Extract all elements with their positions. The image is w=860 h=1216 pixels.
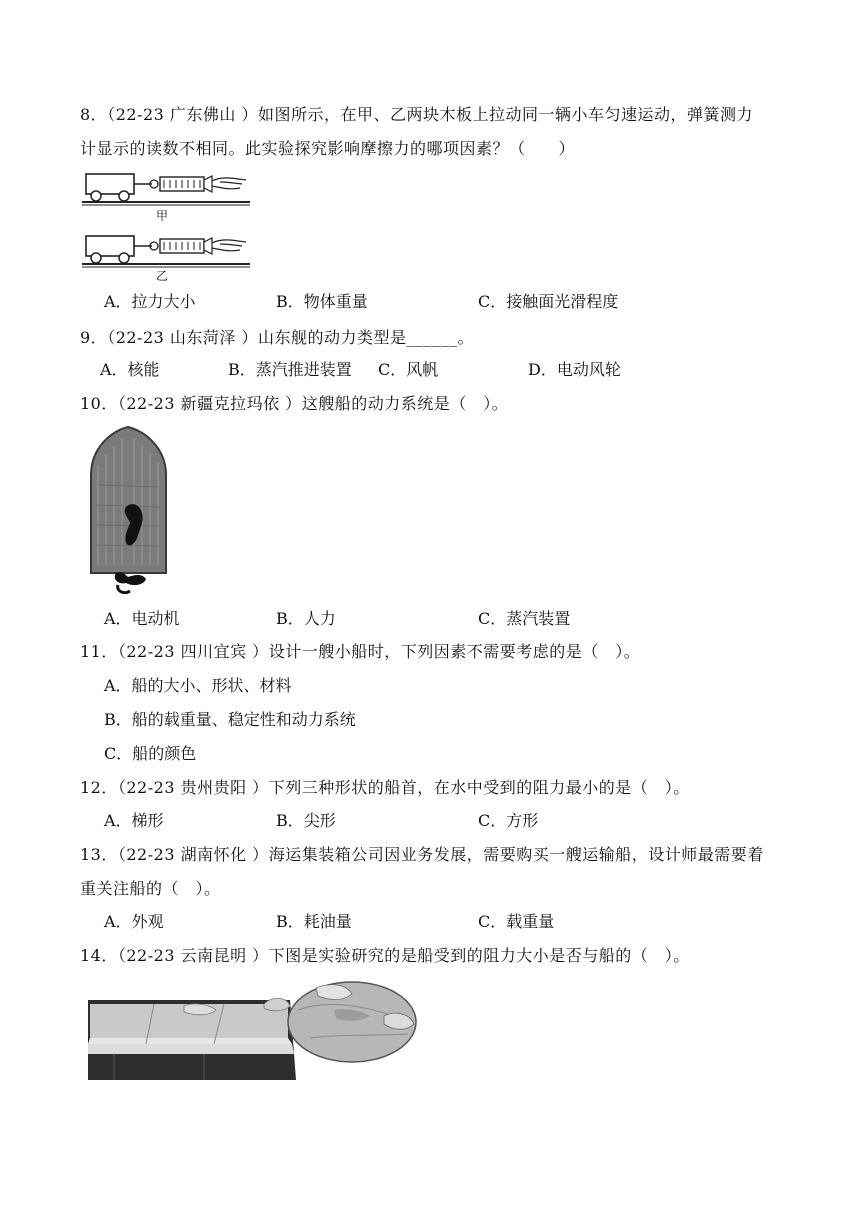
question-number: 8． — [80, 105, 108, 124]
option-a: A．船的大小、形状、材料 — [104, 676, 292, 695]
options-q12 — [104, 804, 804, 838]
question-13 — [80, 838, 790, 906]
option-a: A．梯形 — [104, 811, 164, 830]
option-d: D．电动风轮 — [528, 360, 621, 379]
option-a: A．拉力大小 — [104, 292, 196, 311]
question-text: 山东舰的动力类型是______。 — [258, 328, 475, 347]
options-q8 — [104, 285, 804, 319]
question-12 — [80, 771, 790, 805]
ship-figure — [88, 425, 172, 601]
question-number: 12． — [80, 778, 118, 797]
options-q9 — [100, 353, 800, 387]
question-11 — [80, 635, 790, 669]
question-source: （22-23 贵州贵阳 ） — [117, 778, 269, 797]
question-text: 设计一艘小船时，下列因素不需要考虑的是（ ）。 — [268, 642, 641, 661]
option-a-row — [104, 669, 804, 703]
question-number: 13． — [80, 845, 118, 864]
question-source: （22-23 四川宜宾 ） — [117, 642, 269, 661]
question-text: 下列三种形状的船首，在水中受到的阻力最小的是（ ）。 — [268, 778, 690, 797]
question-text-continued: 计显示的读数不相同。此实验探究影响摩擦力的哪项因素？（ ） — [80, 139, 576, 158]
cart-friction-figure — [80, 168, 255, 286]
option-a: A．外观 — [104, 912, 164, 931]
option-b: B．人力 — [276, 609, 336, 628]
question-9 — [80, 321, 790, 355]
option-b: B．物体重量 — [276, 292, 368, 311]
option-b: B．尖形 — [276, 811, 336, 830]
option-b: B．耗油量 — [276, 912, 352, 931]
question-text: 海运集装箱公司因业务发展，需要购买一艘运输船，设计师最需要着 — [268, 845, 764, 864]
question-text-continued: 重关注船的（ ）。 — [80, 879, 221, 898]
option-c-row — [104, 737, 804, 771]
option-c: C．载重量 — [478, 912, 555, 931]
water-trough-experiment-photo — [84, 980, 420, 1094]
question-text: 这艘船的动力系统是（ ）。 — [301, 394, 509, 413]
option-a: A．电动机 — [104, 609, 180, 628]
option-c: C．船的颜色 — [104, 744, 197, 763]
question-source: （22-23 广东佛山 ） — [107, 105, 258, 124]
question-14 — [80, 939, 790, 973]
question-source: （22-23 湖南怀化 ） — [117, 845, 269, 864]
question-text: 下图是实验研究的是船受到的阻力大小是否与船的（ ）。 — [268, 946, 690, 965]
question-number: 11． — [80, 642, 118, 661]
question-text: 如图所示，在甲、乙两块木板上拉动同一辆小车匀速运动，弹簧测力 — [258, 105, 754, 124]
question-source: （22-23 新疆克拉玛依 ） — [117, 394, 302, 413]
options-q13 — [104, 905, 804, 939]
question-source: （22-23 山东菏泽 ） — [107, 328, 258, 347]
option-b-row — [104, 703, 804, 737]
option-c: C．方形 — [478, 811, 539, 830]
option-b: B．蒸汽推进装置 — [228, 360, 352, 379]
question-number: 9． — [80, 328, 108, 347]
option-c: C．蒸汽装置 — [478, 609, 571, 628]
question-source: （22-23 云南昆明 ） — [117, 946, 269, 965]
question-number: 10． — [80, 394, 118, 413]
option-b: B．船的载重量、稳定性和动力系统 — [104, 710, 356, 729]
option-a: A．核能 — [100, 360, 160, 379]
label-jia: 甲 — [156, 209, 169, 223]
option-c: C．接触面光滑程度 — [478, 292, 619, 311]
label-yi: 乙 — [156, 269, 169, 282]
options-q10 — [104, 602, 804, 636]
question-8 — [80, 98, 790, 166]
question-number: 14． — [80, 946, 118, 965]
question-10 — [80, 387, 790, 421]
option-c: C．风帆 — [378, 360, 439, 379]
